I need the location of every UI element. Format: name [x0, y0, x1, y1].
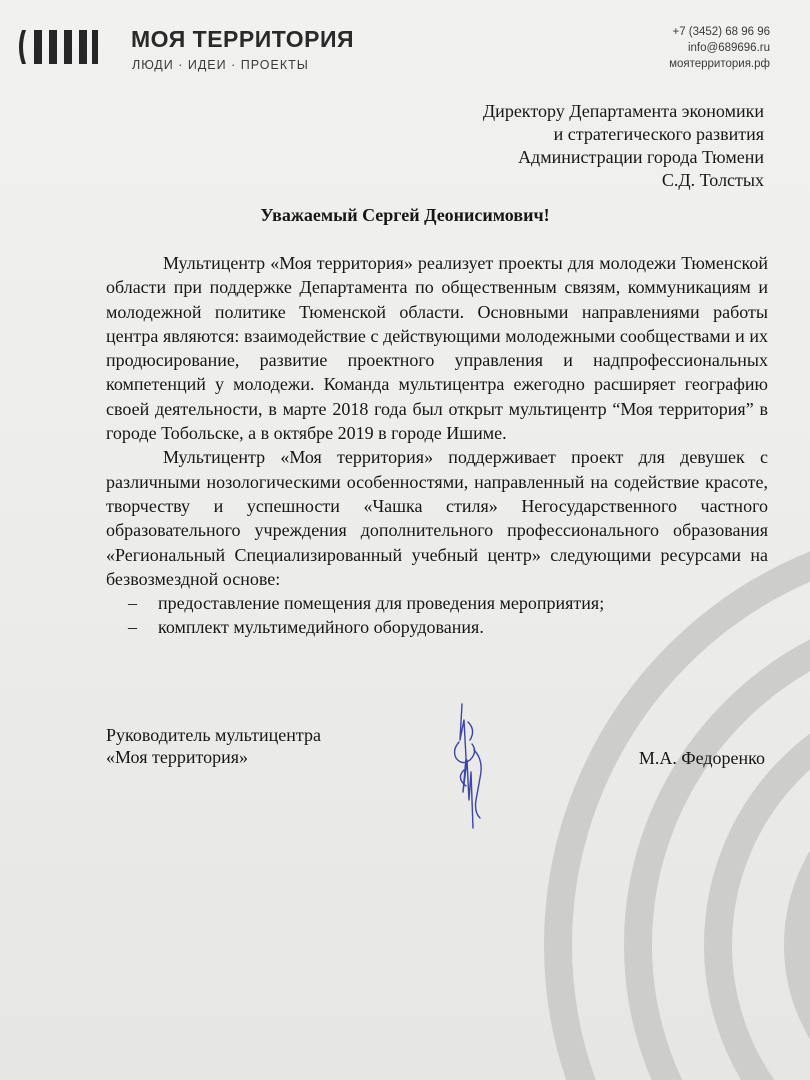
brand-tagline: ЛЮДИ · ИДЕИ · ПРОЕКТЫ	[132, 58, 309, 72]
addressee-line: С.Д. Толстых	[661, 170, 764, 190]
list-dash: –	[128, 617, 137, 638]
contact-website: моятерритория.рф	[669, 58, 770, 70]
list-item-text: предоставление помещения для проведения мероприятия;	[158, 593, 605, 614]
addressee-line: Администрации города Тюмени	[518, 147, 764, 167]
brand-title: МОЯ ТЕРРИТОРИЯ	[131, 26, 355, 52]
sound-bars-logo-icon	[16, 28, 98, 66]
signer-position-line: «Моя территория»	[106, 747, 249, 767]
addressee-line: Директору Департамента экономики	[482, 101, 764, 121]
list-dash: –	[128, 593, 137, 614]
contact-info	[669, 24, 770, 72]
letter-body	[106, 251, 768, 640]
addressee-block	[483, 100, 764, 192]
list-item	[106, 591, 768, 615]
signer-name: М.А. Федоренко	[638, 748, 765, 768]
addressee-line: и стратегического развития	[553, 124, 764, 144]
list-item	[106, 615, 768, 639]
signer-position-line: Руководитель мультицентра	[106, 725, 321, 745]
salutation: Уважаемый Сергей Деонисимович!	[260, 205, 550, 225]
list-item-text: комплект мультимедийного оборудования.	[158, 617, 484, 638]
resource-list	[106, 591, 768, 640]
signer-position	[106, 724, 321, 768]
handwritten-signature	[440, 700, 510, 835]
body-paragraph: Мультицентр «Моя территория» реализует проекты для молодежи Тюменской области при поддержке Департамента по общественным связям, коммуникациям и молодежной политике Тюменской области. Основными направлениями работы центра являются: взаимодействие с действующими молодежными сообществами и их продюсирование, развитие проектного управления и надпрофессиональных компетенций у молодежи. Команда мультицентра ежегодно расширяет географию своей деятельности, в марте 2018 года был открыт мультицентр “Моя территория” в городе Тобольске, а в октябре 2019 в городе Ишиме.	[106, 253, 768, 444]
contact-email: info@689696.ru	[687, 42, 770, 54]
body-paragraph: Мультицентр «Моя территория» поддерживает проект для девушек с различными нозологическими особенностями, направленный на содействие красоте, творчеству и успешности «Чашка стиля» Негосударственного частного образовательного учреждения дополнительного профессионального образования «Региональный Специализированный учебный центр» следующими ресурсами на безвозмездной основе:	[106, 447, 768, 589]
contact-phone: +7 (3452) 68 96 96	[672, 26, 770, 38]
